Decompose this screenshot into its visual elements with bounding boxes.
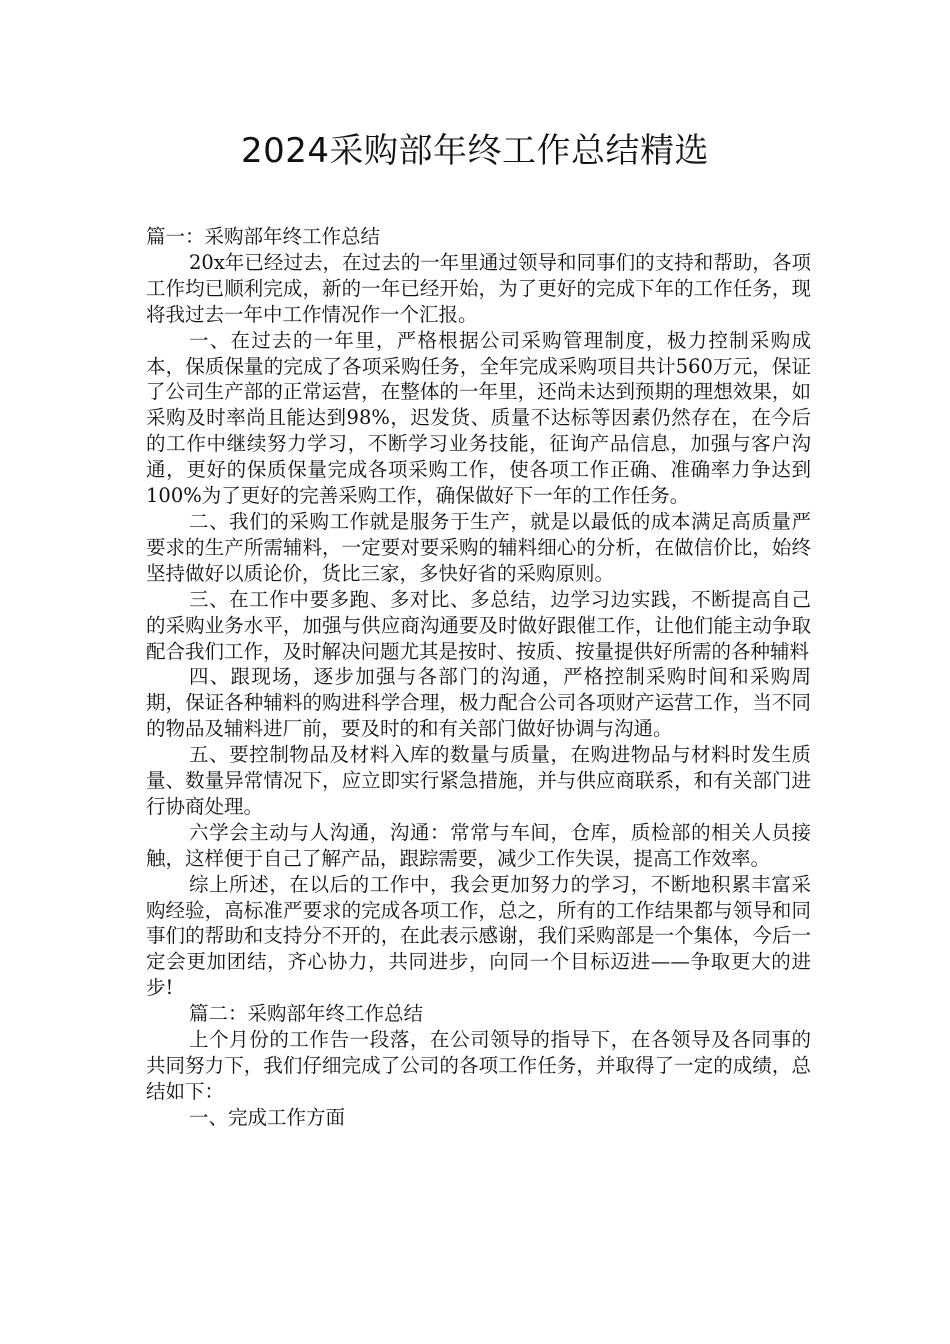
body-paragraph: 六学会主动与人沟通，沟通：常常与车间，仓库，质检部的相关人员接触，这样便于自己了解产品，跟踪需要，减少工作失误，提高工作效率。 xyxy=(146,820,811,870)
body-paragraph: 五、要控制物品及材料入库的数量与质量，在购进物品与材料时发生质量、数量异常情况下，应立即实行紧急措施，并与供应商联系，和有关部门进行协商处理。 xyxy=(146,743,811,818)
document-body xyxy=(146,224,811,1131)
body-paragraph: 上个月份的工作告一段落，在公司领导的指导下，在各领导及各同事的共同努力下，我们仔细完成了公司的各项工作任务，并取得了一定的成绩，总结如下： xyxy=(146,1028,811,1103)
body-paragraph: 四、跟现场，逐步加强与各部门的沟通，严格控制采购时间和采购周期，保证各种辅料的购进科学合理，极力配合公司各项财产运营工作，当不同的物品及辅料进厂前，要及时的和有关部门做好协调与沟通。 xyxy=(146,665,811,741)
subheading-completed-work: 一、完成工作方面 xyxy=(189,1105,346,1129)
section-heading-part-two: 篇二：采购部年终工作总结 xyxy=(189,1002,424,1026)
body-paragraph: 三、在工作中要多跑、多对比、多总结，边学习边实践，不断提高自己的采购业务水平，加强与供应商沟通要及时做好跟催工作，让他们能主动争取配合我们工作，及时解决问题尤其是按时、按质、按量提供好所需的各种辅料 xyxy=(146,587,811,663)
intro-paragraph: 20x年已经过去，在过去的一年里通过领导和同事们的支持和帮助，各项工作均已顺利完成，新的一年已经开始，为了更好的完成下年的工作任务，现将我过去一年中工作情况作一个汇报。 xyxy=(146,250,811,326)
body-paragraph: 二、我们的采购工作就是服务于生产，就是以最低的成本满足高质量严要求的生产所需辅料，一定要对要采购的辅料细心的分析，在做信价比，始终坚持做好以质论价，货比三家，多快好省的采购原则。 xyxy=(146,509,811,585)
section-heading-part-one: 篇一：采购部年终工作总结 xyxy=(146,225,381,248)
conclusion-paragraph: 综上所述，在以后的工作中，我会更加努力的学习，不断地积累丰富采购经验，高标准严要求的完成各项工作，总之，所有的工作结果都与领导和同事们的帮助和支持分不开的，在此表示感谢，我们采购部是一个集体，今后一定会更加团结，齐心协力，共同进步，向同一个目标迈进——争取更大的进步! xyxy=(146,872,811,1000)
body-paragraph: 一、在过去的一年里，严格根据公司采购管理制度，极力控制采购成本，保质保量的完成了各项采购任务，全年完成采购项目共计560万元，保证了公司生产部的正常运营，在整体的一年里，还尚未达到预期的理想效果，如采购及时率尚且能达到98%，迟发货、质量不达标等因素仍然存在，在今后的工作中继续努力学习，不断学习业务技能，征询产品信息，加强与客户沟通，更好的保质保量完成各项采购工作，使各项工作正确、准确率力争达到100%为了更好的完善采购工作，确保做好下一年的工作任务。 xyxy=(146,328,811,508)
document-title: 2024采购部年终工作总结精选 xyxy=(240,131,710,171)
